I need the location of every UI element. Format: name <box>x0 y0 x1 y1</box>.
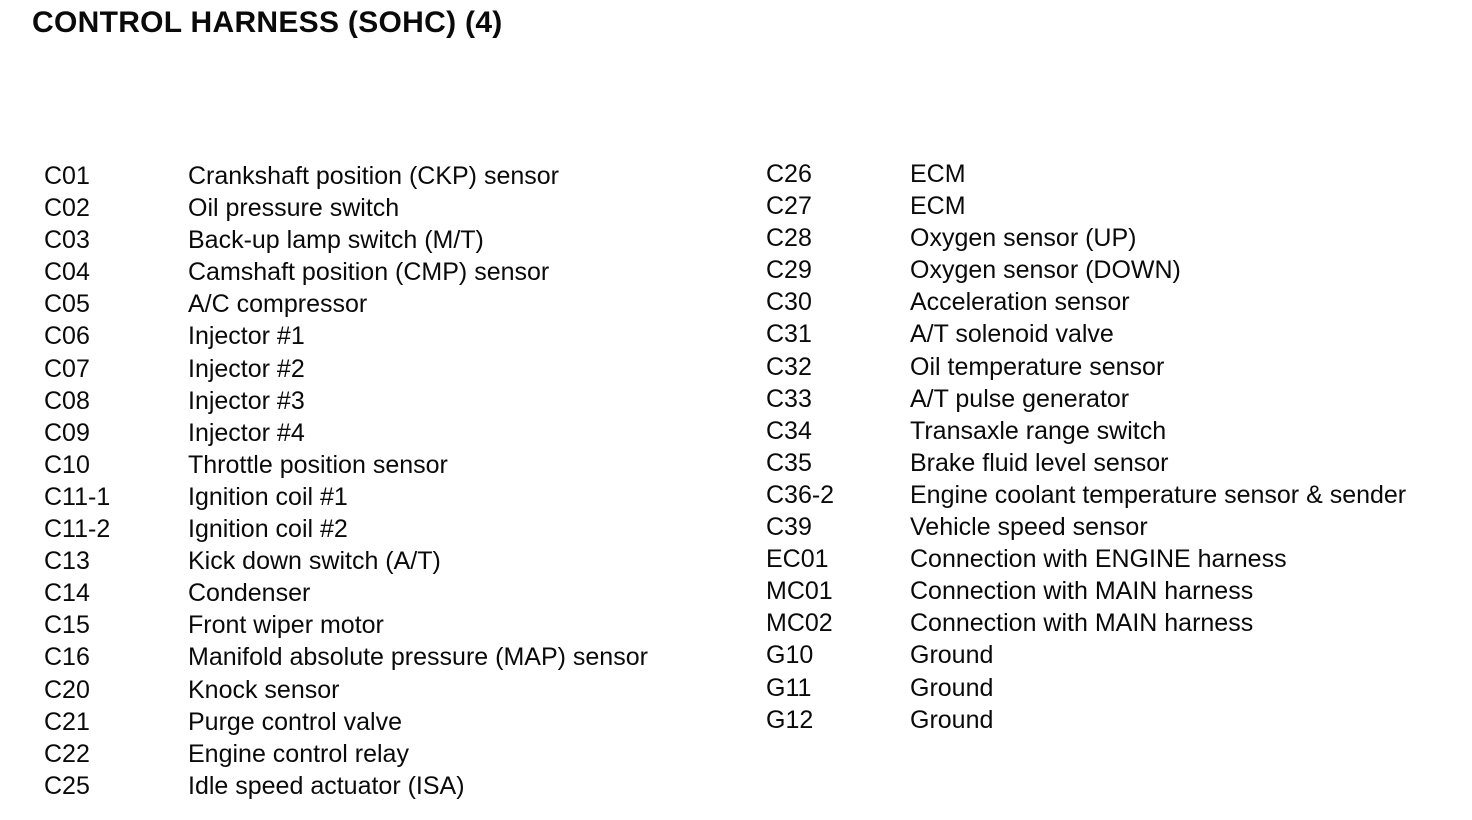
connector-code: C01 <box>44 162 90 190</box>
connector-row <box>44 738 744 770</box>
connector-row <box>766 543 1466 575</box>
connector-description: Condenser <box>188 579 311 608</box>
connector-description: Engine coolant temperature sensor & sender <box>910 480 1407 509</box>
connector-list-right <box>766 158 1466 736</box>
connector-description: Injector #4 <box>188 418 305 447</box>
connector-description: Transaxle range switch <box>910 416 1167 445</box>
connector-description: Ground <box>910 705 994 734</box>
connector-description: Purge control valve <box>188 707 403 736</box>
connector-description: Back-up lamp switch (M/T) <box>188 226 484 255</box>
connector-code: C02 <box>44 194 90 223</box>
connector-description: A/T solenoid valve <box>910 320 1114 349</box>
connector-code: C11-2 <box>44 515 111 544</box>
connector-row <box>44 385 744 417</box>
connector-code: C21 <box>44 707 90 736</box>
connector-code: C33 <box>766 384 812 413</box>
connector-row <box>44 609 744 641</box>
connector-code: C36-2 <box>766 480 835 509</box>
connector-row <box>766 318 1466 350</box>
connector-row <box>766 222 1466 254</box>
connector-description: Manifold absolute pressure (MAP) sensor <box>188 643 648 672</box>
connector-row <box>44 160 744 192</box>
connector-row <box>766 415 1466 447</box>
connector-row <box>766 158 1466 190</box>
connector-description: Injector #1 <box>188 322 305 351</box>
connector-code: C27 <box>766 192 812 221</box>
connector-description: Idle speed actuator (ISA) <box>188 771 465 800</box>
connector-code: C26 <box>766 160 812 188</box>
connector-description: Injector #2 <box>188 354 305 383</box>
connector-description: Connection with MAIN harness <box>910 577 1254 606</box>
connector-code: C04 <box>44 258 90 287</box>
connector-row <box>44 577 744 609</box>
connector-row <box>44 674 744 706</box>
connector-code: C35 <box>766 448 812 477</box>
connector-description: Knock sensor <box>188 675 340 704</box>
connector-row <box>44 320 744 352</box>
connector-code: C28 <box>766 224 812 253</box>
page-title: CONTROL HARNESS (SOHC) (4) <box>32 6 503 39</box>
connector-code: C39 <box>766 513 812 542</box>
connector-code: C05 <box>44 290 90 319</box>
connector-description: Crankshaft position (CKP) sensor <box>188 162 559 190</box>
connector-description: Connection with MAIN harness <box>910 609 1254 638</box>
connector-row <box>766 286 1466 318</box>
connector-row <box>44 417 744 449</box>
connector-code: C10 <box>44 450 90 479</box>
connector-row <box>44 545 744 577</box>
connector-description: Vehicle speed sensor <box>910 513 1148 542</box>
connector-code: C03 <box>44 226 90 255</box>
connector-code: MC01 <box>766 577 833 606</box>
connector-description: Engine control relay <box>188 739 409 768</box>
connector-row <box>44 256 744 288</box>
connector-description: Injector #3 <box>188 386 305 415</box>
connector-code: C09 <box>44 418 90 447</box>
connector-description: Acceleration sensor <box>910 288 1130 317</box>
connector-row <box>44 224 744 256</box>
connector-code: C34 <box>766 416 812 445</box>
connector-row <box>766 190 1466 222</box>
connector-row <box>44 192 744 224</box>
connector-code: C15 <box>44 611 90 640</box>
connector-row <box>44 353 744 385</box>
connector-description: Front wiper motor <box>188 611 384 640</box>
connector-code: C31 <box>766 320 812 349</box>
connector-code: C16 <box>44 643 90 672</box>
connector-code: G10 <box>766 641 814 670</box>
connector-code: EC01 <box>766 545 829 574</box>
connector-row <box>44 288 744 320</box>
connector-row <box>766 447 1466 479</box>
connector-code: C22 <box>44 739 90 768</box>
connector-code: C20 <box>44 675 90 704</box>
connector-row <box>44 641 744 673</box>
connector-description: Camshaft position (CMP) sensor <box>188 258 550 287</box>
connector-code: C30 <box>766 288 812 317</box>
connector-row <box>766 511 1466 543</box>
connector-row <box>766 575 1466 607</box>
connector-code: G11 <box>766 673 812 702</box>
connector-code: C29 <box>766 256 812 285</box>
connector-description: A/T pulse generator <box>910 384 1130 413</box>
connector-description: Oxygen sensor (DOWN) <box>910 256 1181 285</box>
connector-row <box>44 449 744 481</box>
connector-description: Connection with ENGINE harness <box>910 545 1287 574</box>
connector-code: C13 <box>44 547 90 576</box>
connector-description: Brake fluid level sensor <box>910 448 1169 477</box>
connector-description: ECM <box>910 192 966 221</box>
connector-row <box>766 479 1466 511</box>
connector-row <box>766 704 1466 736</box>
connector-code: C32 <box>766 352 812 381</box>
connector-code: C08 <box>44 386 90 415</box>
connector-row <box>766 639 1466 671</box>
connector-code: C06 <box>44 322 90 351</box>
connector-row <box>44 513 744 545</box>
connector-code: C07 <box>44 354 90 383</box>
connector-row <box>766 672 1466 704</box>
connector-code: MC02 <box>766 609 833 638</box>
connector-row <box>44 481 744 513</box>
connector-description: A/C compressor <box>188 290 368 319</box>
connector-description: Ground <box>910 673 994 702</box>
connector-description: Ground <box>910 641 994 670</box>
connector-row <box>766 254 1466 286</box>
connector-description: Oil pressure switch <box>188 194 400 223</box>
connector-code: C25 <box>44 771 90 800</box>
connector-row <box>766 383 1466 415</box>
connector-description: Oil temperature sensor <box>910 352 1165 381</box>
connector-description: ECM <box>910 160 966 188</box>
connector-code: C11-1 <box>44 482 111 511</box>
connector-row <box>44 706 744 738</box>
connector-description: Kick down switch (A/T) <box>188 547 441 576</box>
connector-row <box>44 770 744 802</box>
connector-description: Throttle position sensor <box>188 450 448 479</box>
connector-code: G12 <box>766 705 814 734</box>
connector-row <box>766 607 1466 639</box>
connector-description: Oxygen sensor (UP) <box>910 224 1137 253</box>
connector-description: Ignition coil #1 <box>188 482 348 511</box>
connector-description: Ignition coil #2 <box>188 515 348 544</box>
connector-row <box>766 351 1466 383</box>
connector-code: C14 <box>44 579 90 608</box>
connector-list-left <box>44 160 744 802</box>
